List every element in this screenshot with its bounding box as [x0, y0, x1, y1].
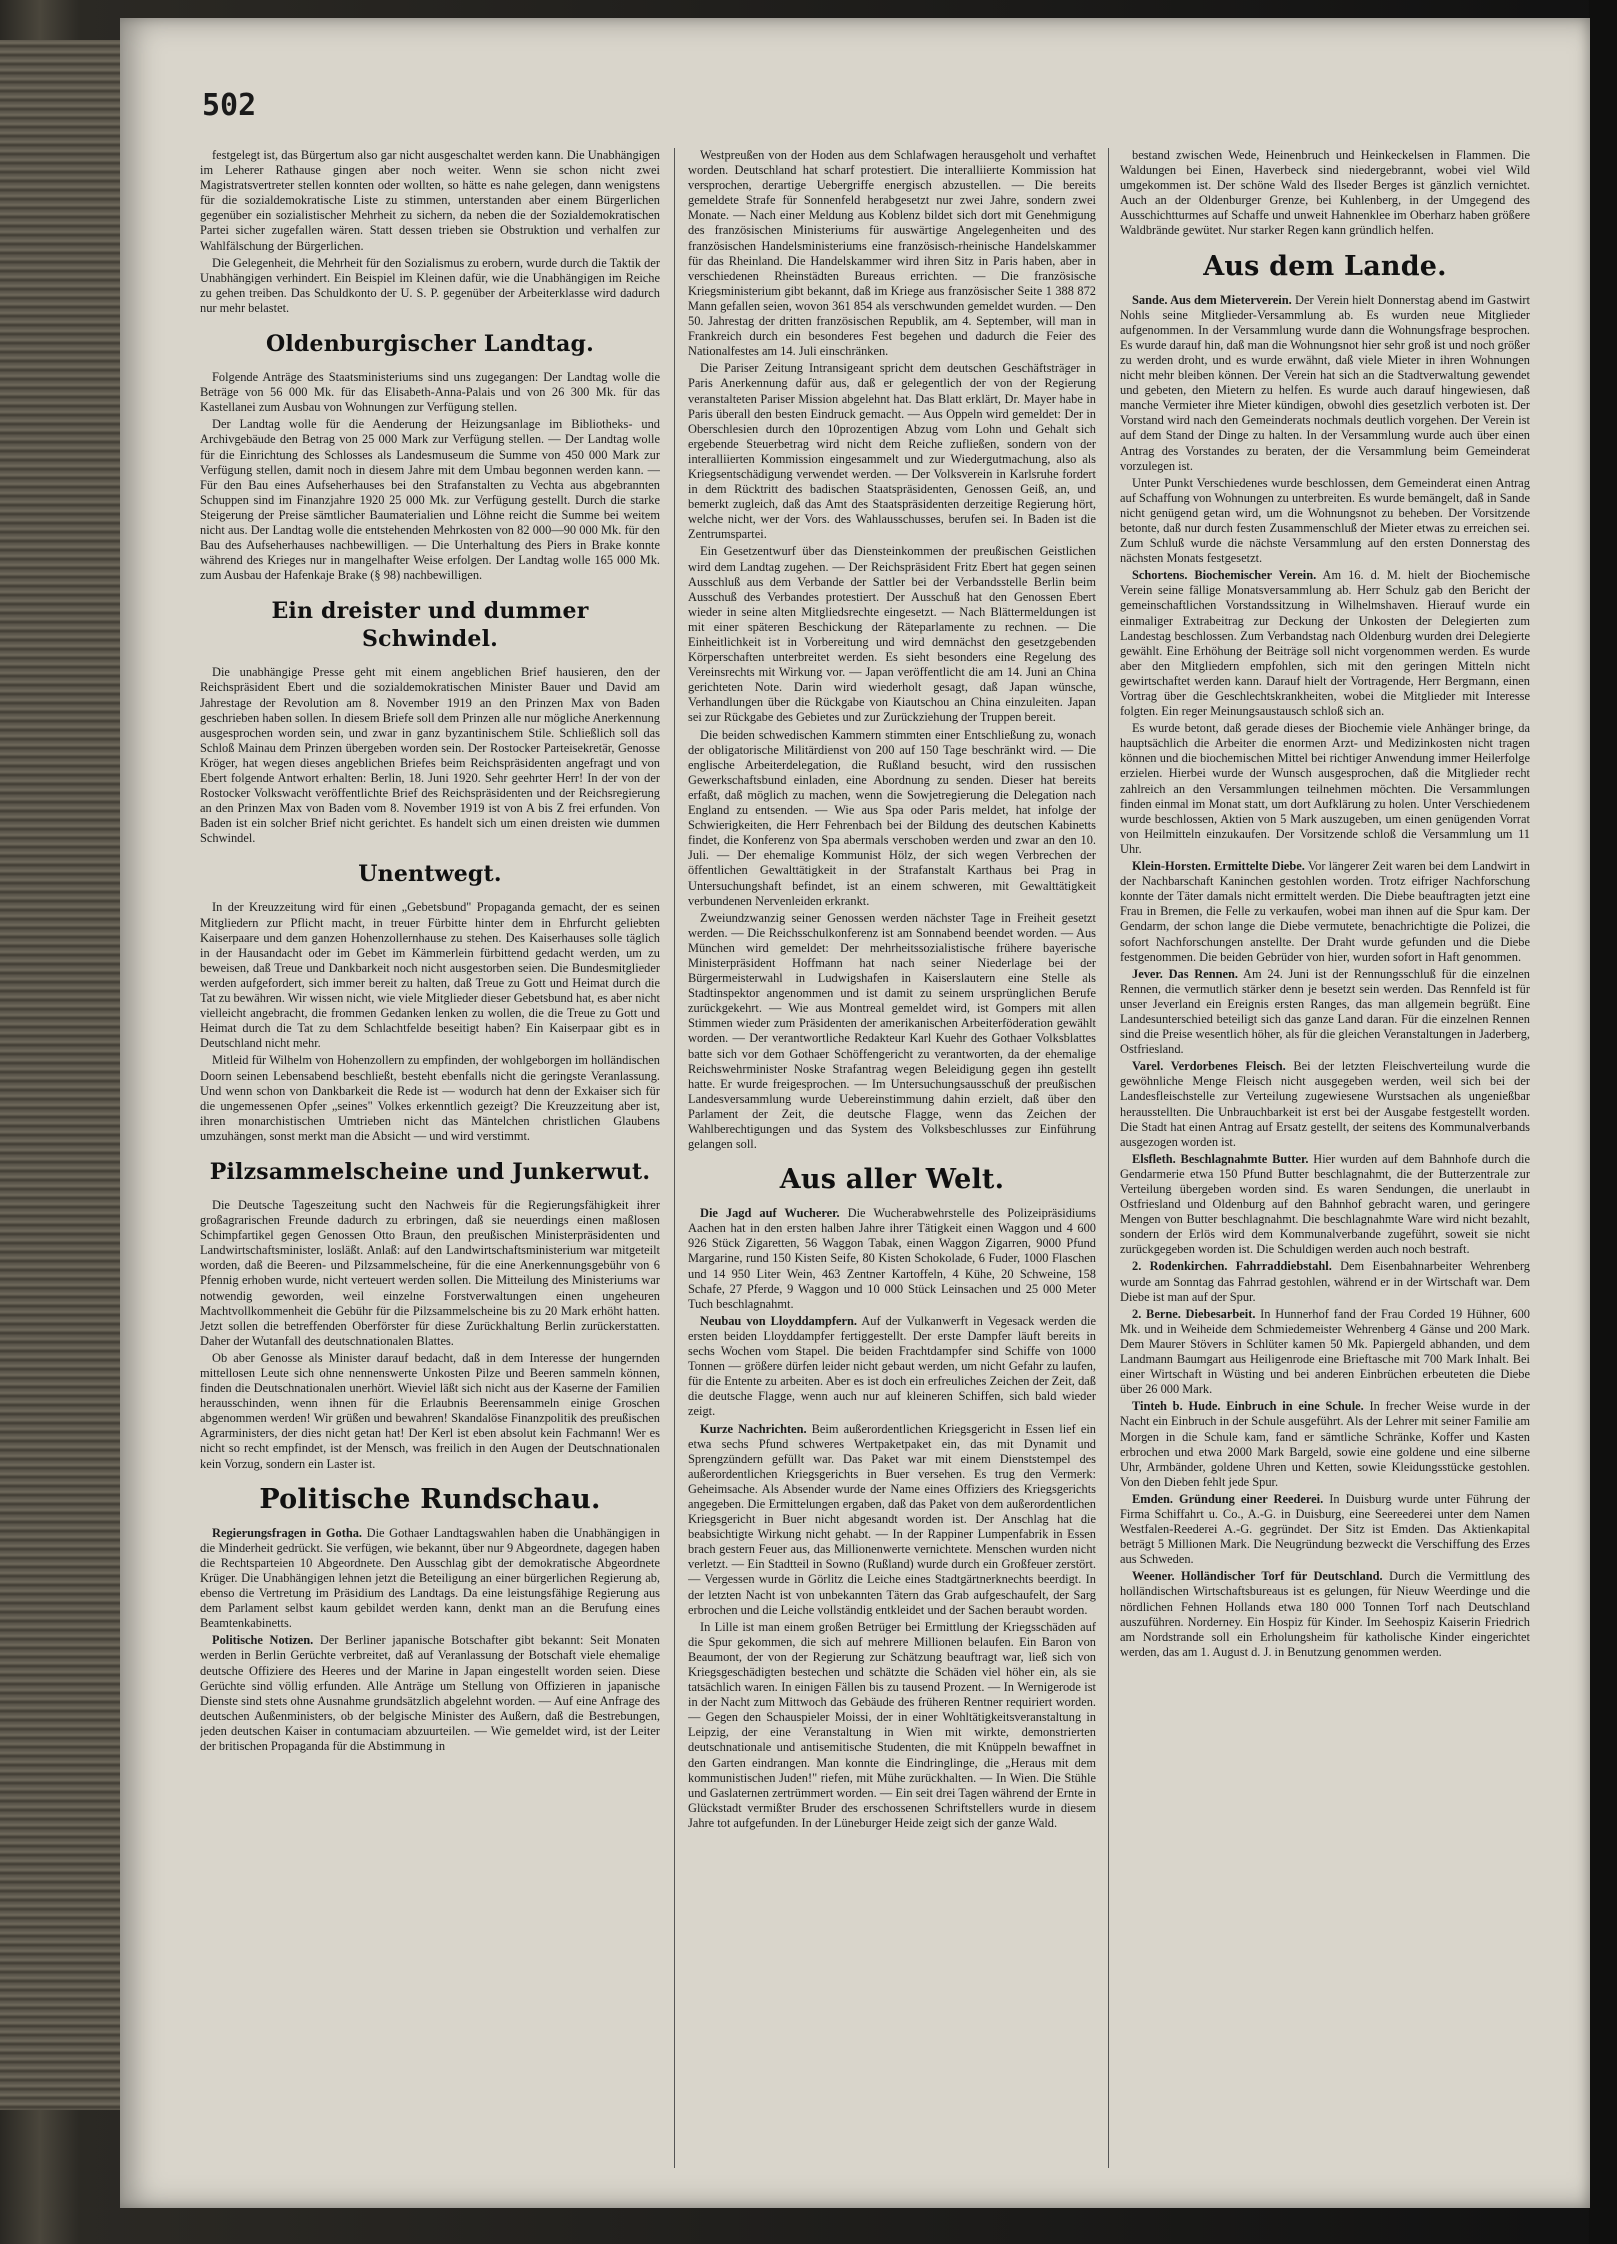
news-item — [1120, 1307, 1530, 1398]
item-text: Der Berliner japanische Botschafter gibt bekannt: Seit Monaten werden in Berlin Gerüchte verbreitet, daß auf Veranlassung der Botschaft viele ehemalige deutsche Offiziere des Heeres und der Marine in Japan eingestellt worden seien. Diese Gerüchte sind völlig erfunden. Alle Anträge um Stellung von Offizieren in japanische Dienste sind stets ohne Ausnahme grundsätzlich abgelehnt worden. — Auf eine Anfrage des deutschen Außenministers, ob der belgische Minister des Außern, daß die Bestrebungen, jeden deutschen Kaiser in contumaciam abzuurteilen. — Wie gemeldet wird, ist der Leiter der britischen Propaganda für die Abstimmung in — [200, 1633, 660, 1753]
article-text: Westpreußen von der Hoden aus dem Schlafwagen herausgeholt und verhaftet worden. Deutschland hat scharf protestiert. Die interalliierte Kommission hat versprochen, derartige Uebergriffe energisch abzustellen. — Die bereits gemeldete Strafe für Sonnenfeld herabgesetzt nur zwei Jahre, sondern zwei Monate. — Nach einer Meldung aus Koblenz bildet sich dort mit Genehmigung des französischen Ministeriums für auswärtige Angelegenheiten und des französischen Handelsministeriums eine französisch-rheinische Handelskammer für das Rheinland. Die Handelskammer wird ihren Sitz in Paris haben, aber in verschiedenen Rheinstädten Bureaus errichten. — Die französische Kriegsministerium gibt bekannt, daß im Kriege aus französischer Seite 1 388 872 Mann gefallen seien, wovon 361 854 als verschwunden gemeldet wurden. — Den 50. Jahrestag der dritten französischen Republik, am 4. September, will man in Frankreich durch ein besonderes Fest begehen und dadurch die Feier des Nationalfestes am 14. Juli einschränken. — [688, 148, 1096, 359]
news-item — [1120, 568, 1530, 719]
item-lead: Jever. Das Rennen. — [1132, 966, 1238, 981]
item-lead: Schortens. Biochemischer Verein. — [1132, 568, 1317, 583]
item-text: Auf der Vulkanwerft in Vegesack werden die ersten beiden Lloyddampfer fertiggestellt. Der erste Dampfer läuft bereits in sechs Wochen vom Stapel. Die beiden Frachtdampfer sind Schiffe von 1000 Tonnen — größere dürfen leider nicht gebaut werden, um nicht Gefahr zu laufen, für die Entente zu arbeiten. Aber es ist doch ein erfreuliches Zeichen der Zeit, daß die deutsche Flagge, wenn auch nur auf kleineren Schiffen, sich bald wieder zeigt. — [688, 1313, 1096, 1419]
item-text: Dem Eisenbahnarbeiter Wehrenberg wurde am Sonntag das Fahrrad gestohlen, während er in der Wirtschaft war. Dem Diebe ist man auf der Spur. — [1120, 1259, 1530, 1304]
article-text: Die Gelegenheit, die Mehrheit für den Sozialismus zu erobern, wurde durch die Taktik der Unabhängigen verhindert. Ein Beispiel im Kleinen dafür, wie die Unabhängigen im Reiche zu gehen treiben. Das Schuldkonto der U. S. P. gegenüber der Arbeiterklasse wird dadurch nur mehr belastet. — [200, 255, 660, 315]
article-text: bestand zwischen Wede, Heinenbruch und Heinkeckelsen in Flammen. Die Waldungen bei Einen, Haverbeck sind niedergebrannt, wobei viel Wild umgekommen ist. Der schöne Wald des Ilseder Berges ist gänzlich vernichtet. Auch an der Oldenburger Grenze, bei Kuhlenberg, in der Umgegend des Ausschichtturmes auf Schaffe und unweit Hahnenklee im Oberharz haben größere Waldbrände gewütet. Nur starker Regen kann gründlich helfen. — [1120, 148, 1530, 238]
news-item — [1120, 1492, 1530, 1567]
section-heading: Unentwegt. — [358, 861, 502, 888]
section-heading: Aus dem Lande. — [1203, 250, 1447, 282]
item-lead: Neubau von Lloyddampfern. — [700, 1313, 858, 1328]
article-text: Die Pariser Zeitung Intransigeant spricht dem deutschen Geschäftsträger in Paris Anerkennung dafür aus, daß er gelegentlich der von der Regierung veranstalteten Pariser Mission abgelehnt hat. Das Blatt erklärt, Dr. Mayer habe in Paris überall den besten Eindruck gemacht. — Aus Oppeln wird gemeldet: Der in Oberschlesien durch den 10prozentigen Abzug vom Lohn und Gehalt sich ergebende Steuerbetrag wird nicht dem Reiche zufließen, sondern von der interalliierten Kommission eingesammelt und zur Wiedergutmachung, also als Kriegsentschädigung verwendet werden. — Der Volksverein in Karlsruhe fordert in dem Rücktritt des badischen Staatspräsidenten, Genossen Geiß, an, und bemerkt zugleich, daß das Amt des Staatspräsidenten derzeitige Regierung hört, welche nicht, wer der Vors. des Wahlausschusses, berufen sei. In Baden ist die Zentrumspartei. — [688, 361, 1096, 542]
section-heading: Oldenburgischer Landtag. — [266, 331, 594, 358]
section-heading: Ein dreister und dummer Schwindel. — [271, 598, 589, 653]
item-lead: Politische Notizen. — [212, 1633, 314, 1648]
column-2 — [688, 148, 1096, 2168]
article-text: Ob aber Genosse als Minister darauf bedacht, daß in dem Interesse der hungernden mittellosen Leute sich ohne nennenswerte Unkosten Pilze und Beeren sammeln können, finden die Deutschnationalen unerhört. Wieviel läßt sich nicht aus der Kaserne der Familien herausschinden, wenn ihnen für die Erlaubnis Beerensammeln einige Groschen abgenommen werden! Wir grüßen und bewahren! Skandalöse Finanzpolitik des preußischen Agrarministers, der dies nicht getan hat! Der Kerl ist eben absolut kein Fachmann! Wer es nicht so recht empfindet, ist der Mensch, was freilich in den Augen der Deutschnationalen kein Vorzug, sondern ein Laster ist. — [200, 1350, 660, 1471]
item-text: In Hunnerhof fand der Frau Corded 19 Hühner, 600 Mk. und in Weiheide dem Schmiedemeister Wehrenberg 4 Gänse und 200 Mark. Dem Maurer Stövers in Schlüter kamen 50 Mk. Papiergeld abhanden, und dem Landmann Baumgart aus Heiligenrode eine Brieftasche mit 700 Mark Inhalt. Bei einer Wirtschaft in Wüsting und bei anderen Einbrüchen erbeuteten die Diebe über 26 000 Mark. — [1120, 1306, 1530, 1397]
page-number: 502 — [202, 88, 257, 123]
news-item — [200, 1526, 660, 1632]
news-item — [1120, 293, 1530, 474]
item-text: Die Wucherabwehrstelle des Polizeipräsidiums Aachen hat in den ersten halben Jahre ihrer Tätigkeit einen Waggon und 4 600 926 Stück Zigaretten, 56 Waggon Tabak, einen Waggon Zigarren, 9000 Pfund Margarine, rund 150 Kisten Seife, 80 Kisten Schokolade, 6 Fuder, 1000 Flaschen und 14 950 Liter Wein, 463 Zentner Kartoffeln, 4 Kühe, 20 Schweine, 158 Schafe, 27 Pferde, 9 Waggon und 10 000 Stück Leinsachen und 25 000 Meter Tuch beschlagnahmt. — [688, 1206, 1096, 1311]
article-text: Die beiden schwedischen Kammern stimmten einer Entschließung zu, wonach der obligatorische Militärdienst von 200 auf 150 Tage beschränkt wird. — Die englische Arbeiterdelegation, die Rußland besucht, wird den russischen Gewerkschaftsbund einladen, eine Abordnung zu senden. Dieser hat bereits erfaßt, daß möglich zu machen, wenn die Sowjetregierung die Delegation nach England zu entsenden. — Wie aus Spa oder Paris meldet, hat infolge der Schwierigkeiten, die Herr Fehrenbach bei der Bildung des deutschen Kabinetts findet, die Konferenz von Spa abermals verschoben werden und zwar an den 10. Juli. — Der ehemalige Kommunist Hölz, der sich wegen Verbrechen der öffentlichen Gewalttätigkeit in der Strafanstalt Karthaus bei Prag in Untersuchungshaft befindet, ist an einem schweren, mit Gewalttätigkeit verbundenen Nervenleiden erkrankt. — [688, 727, 1096, 908]
item-text: In Duisburg wurde unter Führung der Firma Schiffahrt u. Co., A.-G. in Duisburg, eine Seereederei unter dem Namen Westfalen-Reederei A.-G. gegründet. Der Sitz ist Emden. Das Aktienkapital beträgt 5 Millionen Mark. Die Neugründung bezweckt die Verschiffung des Erzes aus Schweden. — [1120, 1491, 1530, 1567]
item-lead: Die Jagd auf Wucherer. — [700, 1206, 840, 1221]
item-text: Hier wurden auf dem Bahnhofe durch die Gendarmerie etwa 150 Pfund Butter beschlagnahmt, die der Butterzentrale zur Verteilung übergeben worden sind. Es waren Sendungen, die unerlaubt in Ostfriesland und Oldenburg auf den Bahnhof gebracht waren, und geringere Mengen von Butter beschlagnahmt. Die beschlagnahmte Ware wird nicht bezahlt, sondern der Erlös wird dem Kommunalverbande zugeführt, soweit sie nicht zurückgegeben worden ist. Die Schuldigen werden auch noch bestraft. — [1120, 1151, 1530, 1257]
news-item — [1120, 1569, 1530, 1660]
article-text: Der Landtag wolle für die Aenderung der Heizungsanlage im Bibliotheks- und Archivgebäude den Betrag von 25 000 Mark zur Verfügung stellen. — Der Landtag wolle für die Einrichtung des Schlosses als Landesmuseum die Summe von 450 000 Mark zur Verfügung stellen, damit noch in diesem Jahre mit dem Umbau begonnen werden kann. — Für den Bau eines Aufseherhauses bei den Strafanstalten zu Vechta aus abgebrannten Schuppen sind im Finanzjahre 1920 25 000 Mk. zur Verfügung gestellt. Durch die starke Steigerung der Preise sämtlicher Baumaterialien und Löhne reicht die Summe bei weitem nicht aus. Der Landtag wolle die entstehenden Mehrkosten von 82 000—90 000 Mk. für den Bau des Aufseherhauses nachbewilligen. — Die Unterhaltung des Piers in Brake konnte während des Krieges nur in mangelhafter Weise erfolgen. Der Landtag wolle 165 000 Mk. zum Ausbau der Hafenkaje Brake (§ 98) nachbewilligen. — [200, 417, 660, 583]
news-item — [1120, 1259, 1530, 1304]
news-item — [1120, 1059, 1530, 1150]
news-item — [1120, 1152, 1530, 1258]
item-lead: 2. Berne. Diebesarbeit. — [1132, 1306, 1256, 1321]
column-3 — [1120, 148, 1530, 2168]
section-heading: Politische Rundschau. — [259, 1483, 601, 1515]
column-divider — [1108, 148, 1109, 2168]
news-item — [1120, 859, 1530, 965]
item-text: Am 24. Juni ist der Rennungsschluß für die einzelnen Rennen, die vermutlich stärker denn je besetzt sein werden. Das Rennfeld ist für unser Jeverland ein Ereignis ersten Ranges, das man allgemein begrüßt. Eine Landesunterschied beteiligt sich das ganze Land daran. Für die einzelnen Rennen sind die Preise wesentlich höher, als für die gleichen Veranstaltungen in Jaderberg, Ostfriesland. — [1120, 966, 1530, 1057]
news-item — [200, 1633, 660, 1754]
item-lead: Regierungsfragen in Gotha. — [212, 1525, 363, 1540]
column-divider — [674, 148, 675, 2168]
item-text: Beim außerordentlichen Kriegsgericht in Essen lief ein etwa sechs Pfund schweres Wertpaketpaket ein, das mit Dynamit und Sprengzündern gefüllt war. Das Paket war mit einem Dienststempel des außerordentlichen Kriegsgerichts in Buer versehen. Es trug den Vermerk: Geheimsache. Als Absender wurde der Name eines Offiziers des Kriegsgerichts angegeben. Die Ermittelungen ergaben, daß das Paket von dem außerordentlichen Kriegsgericht in Buer nicht abgesandt worden ist. Der Anschlag hat die beabsichtigte Wirkung nicht gehabt. — In der Rappiner Lumpenfabrik in Essen brach gestern Feuer aus, das Millionenwerte vernichtete. Menschen wurden nicht verletzt. — Ein Stadtteil in Sowno (Rußland) wurde durch ein Großfeuer zerstört. — Vergessen wurde in Görlitz die Leiche eines Stadtgärtnerknechts beerdigt. In der letzten Nacht ist von unbekannten Tätern das Grab aufgeschaufelt, der Sarg erbrochen und die Leiche vollständig entkleidet und der Sachen beraubt worden. — [688, 1421, 1096, 1617]
article-text: In der Kreuzzeitung wird für einen „Gebetsbund" Propaganda gemacht, der es seinen Mitgliedern zur Pflicht macht, in treuer Fürbitte hinter dem in Ehrfurcht geliebten Kaiserpaare und dem ganzen Hohenzollernhause zu stehen. Des Kaiserhauses solle täglich in der Hausandacht oder im Gebet im Kämmerlein fürbittend gedacht werden, um zu beweisen, daß Treue und Dankbarkeit noch nicht ausgestorben seien. Die Bundesmitglieder werden aufgefordert, sich immer bereit zu halten, daß Treue zu Gott und Heimat durch die Tat zu bewähren. Wir wissen nicht, wie viele Mitglieder dieser Gebetsbund hat, es aber nicht vielleicht angebracht, die frommen Gedanken lenken zu wollen, die die Treue zu Gott und Heimat durch die Tat zu dem Schlachtfelde beseitigt haben? Ein Kaiserpaar gibt es in Deutschland nicht mehr. — [200, 900, 660, 1051]
news-item — [688, 1206, 1096, 1312]
column-1 — [200, 148, 660, 2168]
section-heading: Pilzsammelscheine und Junkerwut. — [209, 1158, 651, 1185]
article-text: Unter Punkt Verschiedenes wurde beschlossen, dem Gemeinderat einen Antrag auf Schaffung von Wohnungen zu unterbreiten. Es wurde bemängelt, daß in Sande nicht genügend getan wird, um die Wohnungsnot zu beheben. Der Vorsitzende betonte, daß nur durch festen Zusammenschluß der Mieter etwas zu erreichen sei. Zum Schluß wurde die nächste Versammlung auf den ersten Donnerstag des nächsten Monats festgesetzt. — [1120, 475, 1530, 566]
article-text: Die Deutsche Tageszeitung sucht den Nachweis für die Regierungsfähigkeit ihrer großagrarischen Freunde dadurch zu erbringen, daß sie neuerdings einen maßlosen Schimpfartikel gegen Genossen Otto Braun, den preußischen Ministerpräsidenten und Landwirtschaftsminister, losläßt. Anlaß: auf den Landwirtschaftsministerium war mitgeteilt worden, daß die Beeren- und Pilzsammelscheine, für die eine Anerkennungsgebühr von 6 Pfennig erhoben wurde, nicht verteuert werden sollen. Die Mitteilung des Ministeriums war notwendig geworden, weil einzelne Forstverwaltungen einen ungeheuren Machtvollkommenheit die Gebühr für die Pilzsammelscheine bis zu 20 Mark erhöht hatten. Jetzt sollen die betreffenden Oberförster für diese Zurückhaltung Berlin zurückerstatten. Daher der Wutanfall des deutschnationalen Blattes. — [200, 1197, 660, 1348]
right-border — [1589, 0, 1617, 2244]
news-item — [688, 1314, 1096, 1420]
item-lead: Elsfleth. Beschlagnahmte Butter. — [1132, 1151, 1309, 1166]
article-text: Zweiundzwanzig seiner Genossen werden nächster Tage in Freiheit gesetzt werden. — Die Reichsschulkonferenz ist am Sonnabend beendet worden. — Aus München wird gemeldet: Der mehrheitssozialistische frühere bayerische Ministerpräsident Hoffmann hat nach seiner Niederlage bei der Bürgermeisterwahl in Ludwigshafen in Kaiserslautern eine Stelle als Stadtinspektor angenommen und ist damit zu seinem ursprünglichen Berufe zurückgekehrt. — Wie aus Montreal gemeldet wird, ist Gompers mit allen Stimmen wieder zum Präsidenten der amerikanischen Arbeiterföderation gewählt worden. — Der verantwortliche Redakteur Karl Kuehr des Gothaer Volksblattes batte sich vor dem Gothaer Schöffengericht zu verantworten, da der ehemalige Reichswehrminister Noske Strafantrag wegen Beleidigung gegen ihn gestellt hatte. Er wurde freigesprochen. — Im Untersuchungsausschuß der preußischen Landesversammlung wurde Uebereinstimmung dahin erzielt, daß über den Parlament der Zeit, die deutsche Flagge, wenn das Zeichen der Wahlberechtigungen und das System des Volksbeschlusses zur Einführung gelangen soll. — [688, 910, 1096, 1152]
item-lead: Weener. Holländischer Torf für Deutschland. — [1132, 1569, 1383, 1584]
item-text: Durch die Vermittlung des holländischen Wirtschaftsbureaus ist es gelungen, für Nieuw Weerdinge und die nördlichen Fehnen Hollands etwa 180 000 Tonnen Torf nach Deutschland auszuführen. Norderney. Ein Hospiz für Kinder. Im Seehospiz Kaiserin Friedrich am Nordstrande soll ein Erholungsheim für katholische Kinder eingerichtet werden, das am 1. August d. J. in Benutzung genommen werden. — [1120, 1569, 1530, 1659]
article-text: Ein Gesetzentwurf über das Diensteinkommen der preußischen Geistlichen wird dem Landtag zugehen. — Der Reichspräsident Fritz Ebert hat gegen seinen Ausschluß aus dem Verbande der Sattler bei der Verbandsstelle Berlin beim Ausschuß des Verbandes protestiert. Der Ausschuß hat den Genossen Ebert wieder in seine alten Mitgliedsrechte eingesetzt. — Nach Blättermeldungen ist mit einer späteren Beschickung der Räteparlamente zu rechnen. — Die Einheitlichkeit ist in Vorbereitung und wird demnächst den gesetzgebenden Körperschaften unterbreitet werden. Es sieht besonders eine Regelung des Vereinsrechts mit Wirkung vor. — Japan veröffentlicht die am 14. Juni an China gerichteten Note. Darin wird wiederholt gesagt, daß Japan wünsche, Verhandlungen über die Rückgabe von Kiautschou an China einzuleiten. Japan sei zur Rückgabe des Gebietes und zur Zurückziehung der Truppen bereit. — [688, 544, 1096, 725]
item-lead: Tinteh b. Hude. Einbruch in eine Schule. — [1132, 1399, 1364, 1414]
item-text: Bei der letzten Fleischverteilung wurde die gewöhnliche Menge Fleisch nicht ausgegeben werden, weil sich bei der Landesfleischstelle zur Verteilung zugewiesene Wurstsachen als ungenießbar herausstellten. Die Unbrauchbarkeit ist erst bei der Ausgabe festgestellt worden. Die Stadt hat einen Antrag auf Ersatz gestellt, der seitens des Kommunalverbands ausgezogen worden ist. — [1120, 1059, 1530, 1149]
item-lead: Kurze Nachrichten. — [700, 1421, 807, 1436]
article-text: Folgende Anträge des Staatsministeriums sind uns zugegangen: Der Landtag wolle die Beträge von 56 000 Mk. für das Elisabeth-Anna-Palais und von 26 300 Mk. für das Kastellanei zum Ausbau von Wohnungen zur Verfügung stellen. — [200, 370, 660, 415]
item-lead: Emden. Gründung einer Reederei. — [1132, 1491, 1324, 1506]
item-text: In frecher Weise wurde in der Nacht ein Einbruch in der Schule ausgeführt. Als der Lehrer mit seiner Familie am Morgen in die Schule kam, fand er sämtliche Schränke, Koffer und Kasten erbrochen und etwa 2000 Mark Bargeld, sowie eine goldene und eine silberne Uhr, Armbänder, goldene Uhren und Ketten, sowie Kleidungsstücke gestohlen. Von den Dieben fehlt jede Spur. — [1120, 1399, 1530, 1489]
item-lead: Varel. Verdorbenes Fleisch. — [1132, 1059, 1286, 1074]
article-text: In Lille ist man einem großen Betrüger bei Ermittlung der Kriegsschäden auf die Spur gekommen, die sich auf mehrere Millionen belaufen. Ein Baron von Beaumont, der von der Regierung zur Schätzung beauftragt war, ließ sich von Kriegsgeschädigten bestechen und schätzte die Schäden viel höher ein, als sie tatsächlich waren. In einigen Fällen bis zu tausend Prozent. — In Wernigerode ist in der Nacht zum Mittwoch das Gebäude des früheren Rentner requiriert worden. — Gegen den Schauspieler Moissi, der in einer Wohltätigkeitsveranstaltung in Leipzig, der eine Veranstaltung in Wien mit wirkte, demonstrierten deutschnationale und antisemitische Studenten, die mit Knüppeln bewaffnet in den Garten eindrangen. Man konnte die Eindringlinge, die „Heraus mit dem kommunistischen Juden!" riefen, mit Mühe zurückhalten. — In Wien. Die Stühle und Gaslaternen zertrümmert worden. — Ein seit drei Tagen während der Ernte in Glückstadt vermißter Bruder des erschossenen Schriftstellers wurde in diesem Jahre tot aufgefunden. In der Lüneburger Heide zeigt sich der ganze Wald. — [688, 1619, 1096, 1830]
news-item — [688, 1422, 1096, 1618]
item-text: Vor längerer Zeit waren bei dem Landwirt in der Nachbarschaft Kaninchen gestohlen worden. Trotz eifriger Nachforschung konnte der Täter damals nicht ermittelt werden. Die Diebe beauftragten jetzt eine Frau in Bremen, die Felle zu verkaufen, wobei man ihnen auf die Spur kam. Der Gendarm, der schon lange die Diebe vermutete, benachrichtigte die Polizei, die sofort Nachforschungen anstellte. Der Draht wurde gefunden und die Diebe festgenommen. Die beiden Gebrüder von hier, wurden sofort in Haft genommen. — [1120, 859, 1530, 964]
section-heading: Aus aller Welt. — [779, 1164, 1005, 1196]
article-text: festgelegt ist, das Bürgertum also gar nicht ausgeschaltet werden kann. Die Unabhängigen im Leherer Rathause gingen aber noch weiter. Wenn sie schon nicht zwei Magistratsvertreter stellen konnten oder wollten, so hätte es nahe gelegen, dann wenigstens für die sozialdemokratische Liste zu stimmen, unterstanden aber einem Bürgerlichen gegenüber ein sozialistischer Mehrheit zu sichern, da neben die der Sozialdemokratischen Partei sicher zugefallen wären. Statt dessen trieben sie Obstruktion und verhalfen zur Wahlfälschung der Bürgerlichen. — [200, 148, 660, 253]
article-text: Die unabhängige Presse geht mit einem angeblichen Brief hausieren, den der Reichspräsident Ebert und die sozialdemokratischen Minister Bauer und David am Jahrestage der Revolution am 8. November 1919 an den Prinzen Max von Baden geschrieben haben sollen. In diesem Briefe soll dem Prinzen alle nur mögliche Anerkennung ausgesprochen worden sein, und zwar in ganz byzantinischem Stile. Schließlich soll das Schloß Mainau dem Prinzen übergeben worden sein. Der Rostocker Parteisekretär, Genosse Kröger, hat wegen dieses angeblichen Briefes beim Reichspräsidenten angefragt und von Ebert folgende Antwort erhalten: Berlin, 18. Juni 1920. Sehr geehrter Herr! In der von der Rostocker Volkswacht veröffentlichte Brief des Reichspräsidenten und der Reichsregierung an den Prinzen Max von Baden vom 8. November 1919 ist von A bis Z frei erfunden. Von Baden ist ein solcher Brief nicht gerichtet. Es handelt sich um einen dreisten wie dummen Schwindel. — [200, 665, 660, 846]
news-item — [1120, 967, 1530, 1058]
article-text: Mitleid für Wilhelm von Hohenzollern zu empfinden, der wohlgeborgen im holländischen Doorn seinen Lebensabend beschließt, besteht ebenfalls nicht die geringste Veranlassung. Und wenn schon von Dankbarkeit die Rede ist — wodurch hat denn der Exkaiser sich für die ungemessenen Opfer „seines" Volkes erkenntlich gezeigt? Die Kreuzzeitung aber ist, ihren monarchistischen Umtrieben nicht das Mäntelchen christlichen Glaubens umzuhängen, sonst merkt man die Absicht — und wird verstimmt. — [200, 1053, 660, 1143]
item-text: Am 16. d. M. hielt der Biochemische Verein seine fällige Monatsversammlung ab. Herr Schulz gab den Bericht der gemeinschaftlichen Vorstandssitzung in Wilhelmshaven. Hierauf wurde ein einmaliger Extrabeitrag zur Deckung der Unkosten der Delegierten zum Landestag beschlossen. Zum Verbandstag nach Oldenburg wurden drei Delegierte gewählt. Eine Erhöhung der Beiträge soll nicht vorgenommen werden. Es wurde aber den Mitgliedern empfohlen, sich mit den geringen Mitteln nicht gewirtschaftet werden kann. Darauf hielt der Vortragende, Herr Bergmann, einen Vortrag über die Geschlechtskrankheiten, wobei die Mitglieder mit Interesse folgten. Ein reger Meinungsaustausch schloß sich an. — [1120, 568, 1530, 719]
news-item — [1120, 1399, 1530, 1490]
item-text: Der Verein hielt Donnerstag abend im Gastwirt Nohls seine Mitglieder-Versammlung ab. Es wurden neue Mitglieder aufgenommen. In der Versammlung wurde dann die Wohnungsfrage besprochen. Es wurde darauf hin, daß man die Wohnungsnot hier sehr groß ist und noch größer zu werden droht, und es wurde erwähnt, daß viele Mieter in ihren Wohnungen nicht mehr bleiben können. Der Verein hat sich an die Stadtverwaltung gewendet und gebeten, den Mietern zu helfen. Es wurde auch darauf hingewiesen, daß manche Vermieter ihre Mieter kündigen, obwohl dies gesetzlich verboten ist. Der Vorstand wird nach den Gemeinderats nochmals deutlich vorgehen. Der Verein ist auf dem Stand der Dinge zu halten. In der Versammlung wurde auch über einen Antrag des Vorstandes zu beraten, der die Versammlung beim Gemeinderat vorzulegen ist. — [1120, 292, 1530, 473]
item-lead: Klein-Horsten. Ermittelte Diebe. — [1132, 859, 1305, 874]
article-text: Es wurde betont, daß gerade dieses der Biochemie viele Anhänger bringe, da hauptsächlich die Arbeiter die enormen Arzt- und Medizinkosten nicht tragen können und die biochemischen Mittel bei richtiger Anwendung immer Heilerfolge erzielen. Hierbei wurde der Wunsch ausgesprochen, daß die Mitglieder recht zahlreich an den Versammlungen teilnehmen möchten. Die Versammlungen finden einmal im Monat statt, um dort Aufklärung zu holen. Unter Verschiedenem wurde beschlossen, Aktien von 5 Mark auszugeben, um einen genügenden Vorrat von Heilmitteln einzukaufen. Der Vorsitzende schloß die Versammlung um 11 Uhr. — [1120, 721, 1530, 856]
item-lead: Sande. Aus dem Mieterverein. — [1132, 292, 1292, 307]
item-text: Die Gothaer Landtagswahlen haben die Unabhängigen in die Minderheit gedrückt. Sie verfügen, wie bekannt, über nur 9 Abgeordnete, dagegen haben die Rechtsparteien 10 Abgeordnete. Den Ausschlag gibt der demokratische Abgeordnete Krüger. Die Unabhängigen lehnen jetzt die Beteiligung an einer bürgerlichen Regierung ab, ebenso die Vertretung im Präsidium des Landtags. Da eine leistungsfähige Regierung aus dem Parlament selbst kaum gebildet werden kann, denkt man an die Berufung eines Beamtenkabinetts. — [200, 1525, 660, 1631]
item-lead: 2. Rodenkirchen. Fahrraddiebstahl. — [1132, 1259, 1332, 1274]
